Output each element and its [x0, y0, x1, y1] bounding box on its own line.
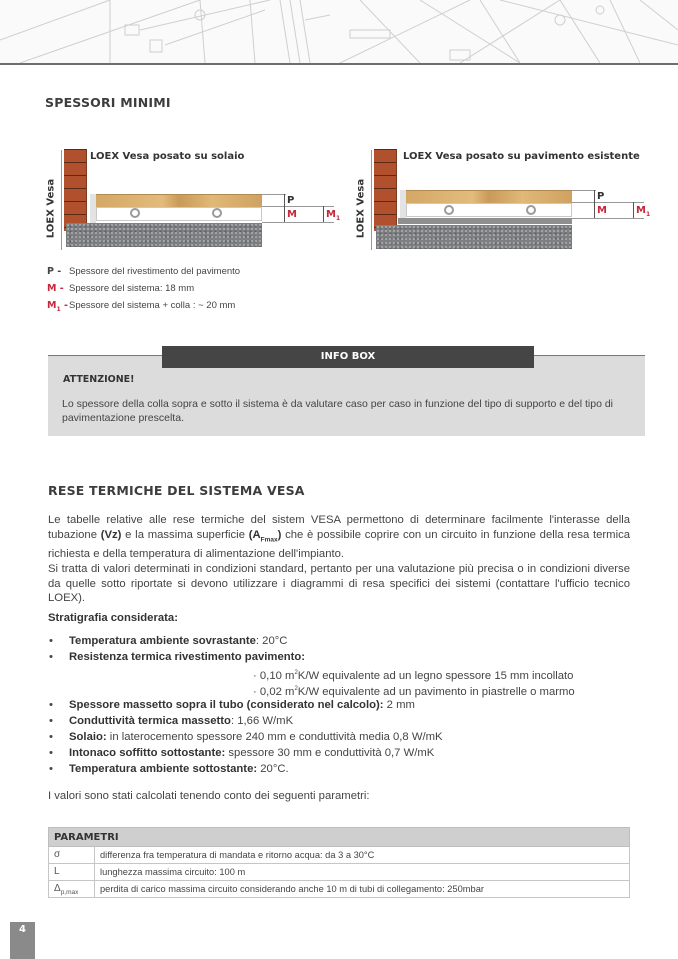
list-item	[48, 633, 648, 649]
system-panel-layer	[96, 207, 262, 221]
concrete-slab	[376, 225, 572, 249]
diagram-title: LOEX Vesa posato su solaio	[90, 151, 245, 162]
legend-text: Spessore del rivestimento del pavimento	[69, 266, 241, 277]
parameters-table	[48, 827, 630, 898]
item-label: Solaio:	[69, 731, 107, 743]
label-m1-sub: 1	[645, 211, 651, 218]
bullet-icon: •	[49, 715, 53, 727]
list-item	[48, 745, 648, 761]
legend-key-dash: -	[60, 300, 68, 311]
bullet-icon: •	[49, 747, 53, 759]
sub-item-text: K/W equivalente ad un pavimento in piastrelle o marmo	[297, 685, 575, 698]
afmax-a: (A	[248, 528, 261, 541]
legend-item-m	[47, 280, 240, 297]
sub-item-sup: 2	[294, 670, 298, 676]
diagram-pavimento-esistente	[354, 145, 651, 255]
item-value: in laterocemento spessore 240 mm e conduttività media 0,8 W/mK	[106, 731, 443, 743]
info-box-text: Lo spessore della colla sopra e sotto il sistema è da valutare caso per caso in funzione del tipo di supporto e del tipo di pavimentazione prescelta.	[62, 398, 613, 424]
label-m1	[326, 209, 340, 222]
sub-item	[48, 681, 648, 697]
concrete-slab	[66, 223, 262, 247]
baseline	[61, 150, 62, 250]
param-symbol	[49, 881, 95, 898]
pipe-icon	[212, 208, 222, 218]
legend-key-sub: 1	[56, 305, 61, 313]
item-label: Resistenza termica rivestimento pavimento:	[69, 651, 306, 663]
sub-item-text: · 0,02 m	[253, 685, 295, 698]
afmax-close: )	[277, 528, 282, 541]
label-m1-text: M	[326, 209, 336, 220]
existing-floor-layer	[398, 218, 572, 224]
sub-item-text: · 0,10 m	[253, 669, 295, 682]
info-box-heading: ATTENZIONE!	[63, 374, 135, 385]
param-description: perdita di carico massima circuito considerando anche 10 m di tubi di collegamento: 250mbar	[95, 881, 630, 898]
para-text: Si tratta di valori determinati in condizioni standard, pertanto per una valutazione più precisa o in condizioni diverse da quelle sotto riportate si devono utilizzare i diagrammi di resa specifici dei sistemi (contattare l'ufficio tecnico LOEX).	[48, 563, 630, 605]
list-item	[48, 729, 648, 745]
legend-key: M -	[47, 283, 64, 294]
wood-floor-layer	[96, 194, 262, 208]
floorplan-drawing-icon	[0, 0, 678, 63]
symbol-text: Δ	[54, 882, 61, 894]
legend-text: Spessore del sistema + colla : ~ 20 mm	[69, 300, 236, 311]
info-box-tab: INFO BOX	[162, 346, 534, 368]
bullet-icon: •	[49, 699, 53, 711]
label-m1-text: M	[636, 205, 646, 216]
dim-line	[572, 190, 596, 191]
item-value: : 1,66 W/mK	[230, 715, 294, 727]
list-item	[48, 761, 648, 777]
symbol-text: σ	[54, 848, 61, 860]
stratigrafia-heading: Stratigrafia considerata:	[48, 612, 178, 624]
legend-key: P -	[47, 266, 62, 277]
para-text: che è possibile coprire con un circuito in funzione della resa termica richiesta e della temperatura di alimentazione dell'impianto.	[48, 528, 631, 561]
vertical-label-text: LOEX Vesa	[45, 178, 57, 239]
vertical-label	[354, 175, 368, 245]
header-floorplan-image	[0, 0, 678, 63]
brick-wall-icon	[64, 149, 87, 231]
symbol-sub: p,max	[60, 888, 79, 896]
header-divider	[0, 63, 678, 65]
table-header-row	[49, 828, 630, 847]
list-item	[48, 649, 648, 665]
dim-line	[262, 222, 334, 223]
bullet-icon: •	[49, 763, 53, 775]
item-value: : 20°C	[255, 635, 288, 647]
table-row	[49, 881, 630, 898]
item-value: 20°C.	[257, 763, 289, 775]
afmax-sub: Fmax	[260, 535, 278, 543]
para-text: e la massima superficie	[121, 528, 249, 541]
symbol-text: L	[54, 865, 60, 877]
table-row	[49, 847, 630, 864]
param-description: lunghezza massima circuito: 100 m	[95, 864, 630, 881]
param-description: differenza fra temperatura di mandata e ritorno acqua: da 3 a 30°C	[95, 847, 630, 864]
sub-item-sup: 2	[294, 686, 298, 692]
item-label: Intonaco soffitto sottostante:	[69, 747, 226, 759]
pipe-icon	[444, 205, 454, 215]
vertical-label	[44, 175, 58, 245]
item-label: Temperatura ambiente sovrastante	[69, 635, 256, 647]
intro-paragraph	[48, 513, 630, 606]
legend-text: Spessore del sistema: 18 mm	[69, 283, 195, 294]
param-symbol	[49, 864, 95, 881]
section-title-spessori-minimi: SPESSORI MINIMI	[45, 95, 171, 110]
list-item	[48, 697, 648, 713]
label-p: P	[597, 191, 605, 202]
vertical-label-text: LOEX Vesa	[355, 178, 367, 239]
parameters-intro: I valori sono stati calcolati tenendo conto dei seguenti parametri:	[48, 790, 370, 802]
label-m: M	[287, 209, 297, 220]
wood-floor-layer	[406, 190, 572, 204]
diagram-solaio	[44, 145, 341, 255]
diagram-title: LOEX Vesa posato su pavimento esistente	[403, 151, 640, 162]
dim-line	[572, 218, 644, 219]
dim-line	[262, 194, 286, 195]
bullet-icon: •	[49, 651, 53, 663]
label-m1-sub: 1	[335, 215, 341, 222]
page-number: 4	[10, 922, 35, 959]
pipe-icon	[130, 208, 140, 218]
pipe-icon	[526, 205, 536, 215]
item-label: Temperatura ambiente sottostante:	[69, 763, 258, 775]
baseline	[371, 150, 372, 250]
item-value: 2 mm	[383, 699, 415, 711]
dim-arrow	[633, 202, 634, 218]
dim-arrow	[284, 194, 285, 222]
stratigrafia-list	[48, 633, 648, 777]
brick-wall-icon	[374, 149, 397, 231]
item-label: Spessore massetto sopra il tubo (considerato nel calcolo):	[69, 699, 384, 711]
param-symbol	[49, 847, 95, 864]
section-title-rese-termiche: RESE TERMICHE DEL SISTEMA VESA	[48, 483, 305, 498]
label-m1	[636, 205, 650, 218]
table-row	[49, 864, 630, 881]
bullet-icon: •	[49, 731, 53, 743]
label-p: P	[287, 195, 295, 206]
sub-item	[48, 665, 648, 681]
sub-item-text: K/W equivalente ad un legno spessore 15 mm incollato	[297, 669, 574, 682]
thickness-legend	[47, 263, 240, 314]
legend-item-m1	[47, 297, 240, 314]
table-header: PARAMETRI	[49, 828, 630, 847]
item-label: Conduttività termica massetto	[69, 715, 231, 727]
info-box	[48, 351, 645, 436]
legend-key-letter: M	[47, 300, 57, 311]
para-vz: (Vz)	[100, 528, 122, 541]
bullet-icon: •	[49, 635, 53, 647]
list-item	[48, 713, 648, 729]
legend-item-p	[47, 263, 240, 280]
dim-arrow	[594, 190, 595, 218]
para-afmax	[249, 529, 282, 541]
system-panel-layer	[406, 203, 572, 217]
label-m: M	[597, 205, 607, 216]
item-value: spessore 30 mm e conduttività 0,7 W/mK	[225, 747, 435, 759]
para-text: Le tabelle relative alle rese termiche del sistem VESA permettono di determinare facilmente l'interasse della tubazione	[48, 514, 630, 541]
legend-key	[47, 297, 69, 318]
dim-arrow	[323, 206, 324, 222]
